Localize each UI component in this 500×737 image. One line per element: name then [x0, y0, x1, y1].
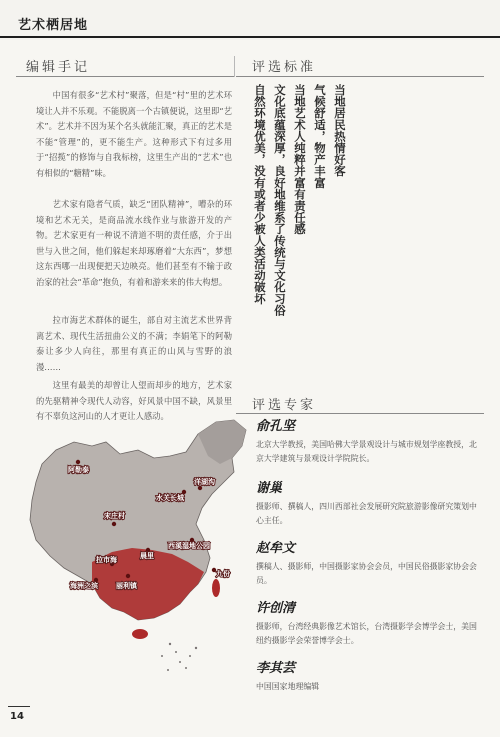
criteria-rule: [236, 76, 484, 77]
map-pin: [112, 522, 116, 526]
header-rule: [0, 36, 500, 38]
expert-bio: 撰稿人、摄影师，中国摄影家协会会员，中国民俗摄影家协会会员。: [256, 562, 477, 585]
expert-entry: [256, 600, 482, 648]
expert-entry: [256, 660, 482, 694]
expert-signature: 俞孔坚: [256, 419, 296, 434]
map-label-altay: 阿勒泰: [68, 466, 89, 474]
editor-note-paragraph-4: 这里有最美的却曾让人望而却步的地方，艺术家的先驱精神令现代人动容，好风景中国不缺，风景里有不辜负这河山的人才更让人感动。: [36, 380, 232, 422]
editor-note-paragraph-2: 艺术家有隐者气质，缺乏“团队精神”，嘈杂的环境和艺术无关，是商品流水线作业与旅游开发的产物。艺术家更有一种说不清道不明的责任感，介于出世与入世之间，他们躲起来却琢磨着“大东西”，梦想这东西哪一出现便把天边映亮。他们甚至有不输于政治家的社会“革命”抱负，有着和游来来的伟大构想。: [36, 199, 232, 287]
expert-bio: 摄影师、撰稿人，四川西部社会发展研究院旅游影像研究策划中心主任。: [256, 502, 477, 525]
expert-bio: 北京大学教授，美国哈佛大学景观设计与城市规划学座教授，北京大学建筑与景观设计学院院长。: [256, 440, 477, 463]
map-label-lashihai: 拉市海: [96, 556, 117, 564]
editor-note-paragraph-1: 中国有很多“艺术村”聚落，但是“村”里的艺术环境让人并不乐观。不能脱离一个古镇便说，这里即“艺术”。艺术并不因为某个名头就能汇聚，真正的艺术是不能“管理”的，更不能生产。这种形式下有过多用于“招揽”的修饰与自我标榜，这里生产出的“艺术”也有相似的“糖精”味。: [36, 90, 232, 178]
map-label-jiufen: 九份: [216, 570, 230, 578]
page-number: 14: [10, 711, 24, 722]
page-number-rule: [8, 706, 30, 707]
map-label-lili: 丽利镇: [116, 582, 137, 590]
expert-signature: 赵牟文: [256, 541, 296, 556]
editor-note-rule: [16, 76, 234, 77]
criteria-title: 评选标准: [252, 60, 317, 75]
map-label-shuiguan: 水关长城: [156, 494, 184, 502]
map-pin: [76, 460, 80, 464]
criteria-item: 气候舒适，物产丰富: [313, 84, 327, 189]
section-header-title: 艺术栖居地: [18, 18, 89, 33]
map-south-sea-islands: [161, 643, 197, 671]
map-pin: [126, 574, 130, 578]
editor-note-title: 编辑手记: [26, 60, 91, 75]
expert-signature: 谢巢: [256, 481, 283, 496]
expert-entry: [256, 540, 482, 588]
experts-rule: [236, 413, 484, 414]
map-label-haizhou: 海洲之滨: [70, 582, 98, 590]
criteria-item: 当地居民热情好客: [333, 84, 347, 177]
expert-entry: [256, 418, 482, 466]
expert-signature: 李其芸: [256, 661, 296, 676]
expert-signature: 许创清: [256, 601, 296, 616]
map-label-songzhuang: 宋庄村: [104, 512, 125, 520]
map-label-yanghugou: 洋湖沟: [194, 478, 215, 486]
expert-entry: [256, 480, 482, 528]
map-pin: [198, 486, 202, 490]
criteria-item: 当地艺术人纯粹并富有责任感: [293, 84, 307, 235]
map-hainan: [132, 629, 148, 639]
expert-bio: 中国国家地理编辑: [256, 682, 320, 691]
column-divider: [234, 56, 235, 77]
map-label-xixi: 西溪湿地公园: [168, 542, 210, 550]
china-map: [20, 412, 260, 682]
criteria-list: [234, 84, 348, 332]
criteria-item: 文化底蕴深厚，良好地维系了传统与文化习俗: [273, 84, 287, 316]
experts-title: 评选专家: [252, 398, 317, 413]
expert-bio: 摄影师，台湾经典影像艺术馆长，台湾摄影学会博学会士，美国纽约摄影学会荣誉博学会士。: [256, 622, 477, 645]
map-taiwan: [212, 579, 220, 597]
map-label-chenli: 晨里: [140, 552, 154, 560]
criteria-item: 自然环境优美，没有或者少被人类活动破坏: [253, 84, 267, 305]
editor-note-paragraph-3: 拉市海艺术群体的诞生，部自对主流艺术世界背离艺术、现代生活扭曲公义的不满；李娟笔下的阿勒泰让多少人向往，那里有真正的山风与雪野的浪漫……: [36, 315, 232, 372]
